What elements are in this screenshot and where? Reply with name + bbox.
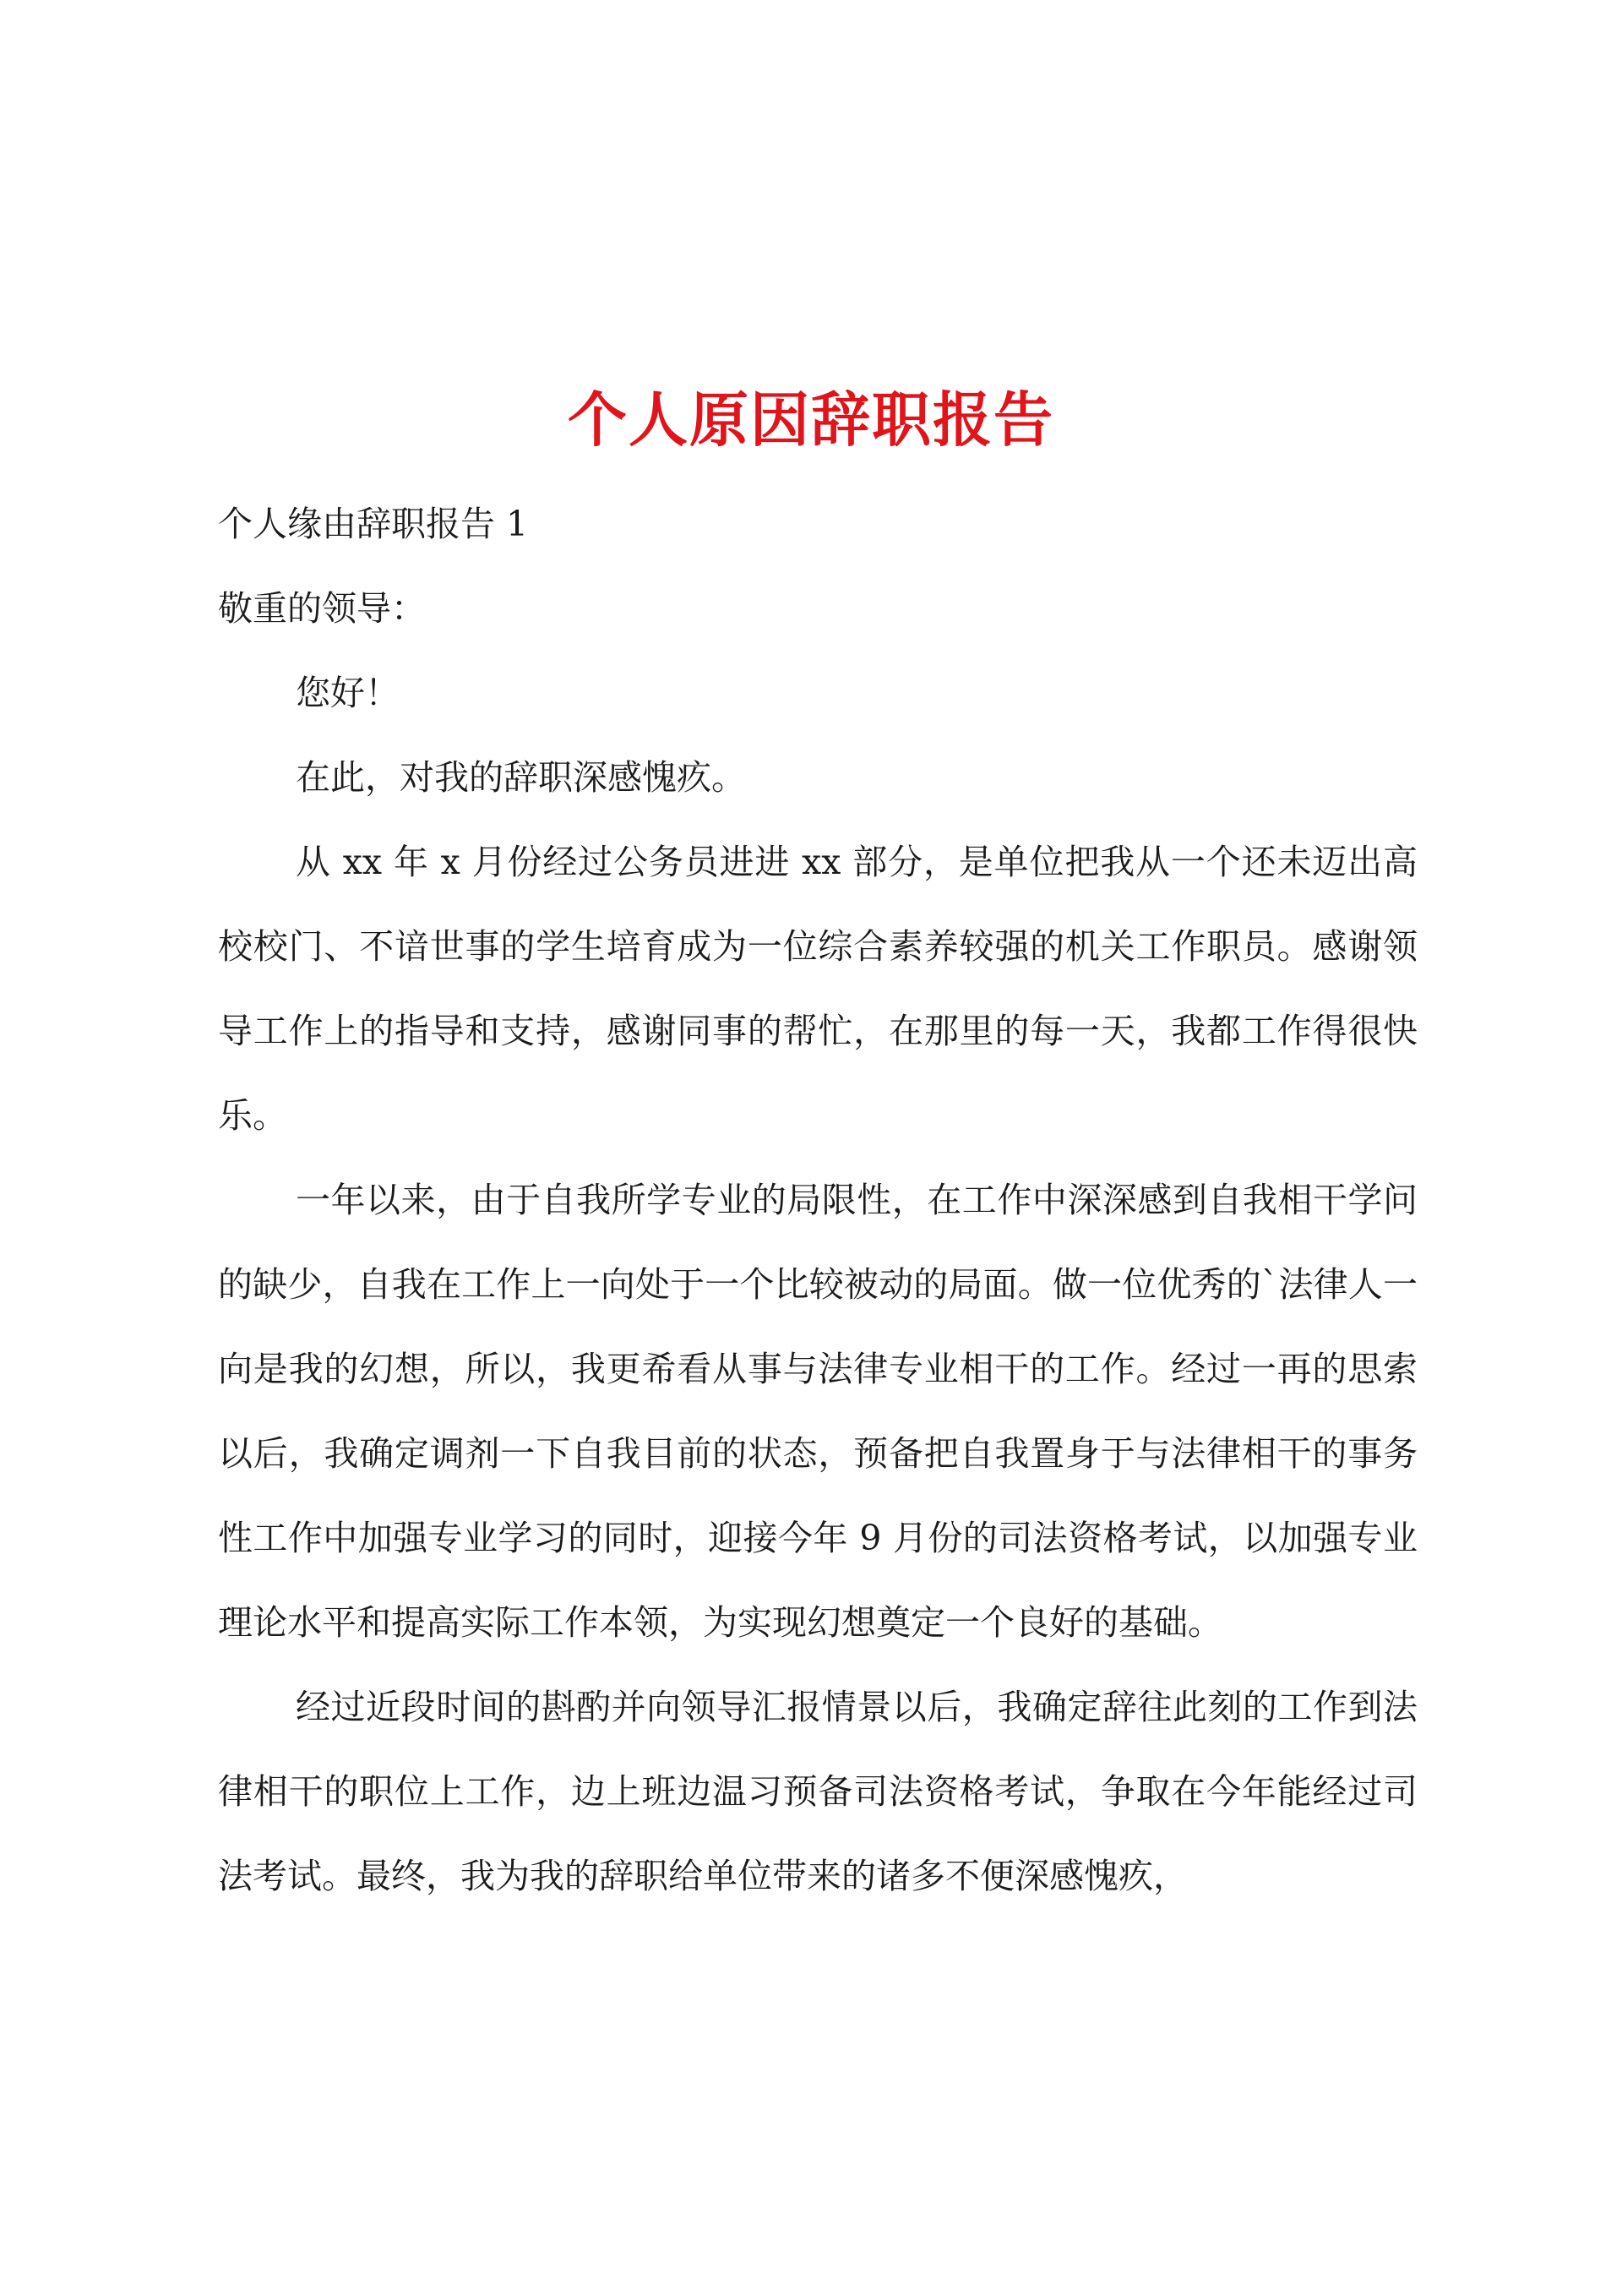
paragraph-reason: 一年以来，由于自我所学专业的局限性，在工作中深深感到自我相干学问的缺少，自我在工作上一向处于一个比较被动的局面。做一位优秀的`法律人一向是我的幻想，所以，我更希看从事与法律专业相干的工作。经过一再的思索以后，我确定调剂一下自我目前的状态，预备把自我置身于与法律相干的事务性工作中加强专业学习的同时，迎接今年 9 月份的司法资格考试，以加强专业理论水平和提高实际工作本领，为实现幻想奠定一个良好的基础。 <box>218 1180 1418 1643</box>
document-body <box>218 482 1418 1918</box>
paragraph-background: 从 xx 年 x 月份经过公务员进进 xx 部分，是单位把我从一个还未迈出高校校门、不谙世事的学生培育成为一位综合素养较强的机关工作职员。感谢领导工作上的指导和支持，感谢同事的帮忙，在那里的每一天，我都工作得很快乐。 <box>218 842 1418 1136</box>
salutation: 敬重的领导： <box>218 588 426 629</box>
paragraph-apology: 在此，对我的辞职深感愧疚。 <box>296 757 746 798</box>
document-title: 个人原因辞职报告 <box>568 384 1054 455</box>
greeting: 您好！ <box>296 673 400 713</box>
paragraph-decision: 经过近段时间的斟酌并向领导汇报情景以后，我确定辞往此刻的工作到法律相干的职位上工作，边上班边温习预备司法资格考试，争取在今年能经过司法考试。最终，我为我的辞职给单位带来的诸多不便深感愧疚， <box>218 1687 1418 1896</box>
report-subheading: 个人缘由辞职报告 1 <box>218 504 529 544</box>
